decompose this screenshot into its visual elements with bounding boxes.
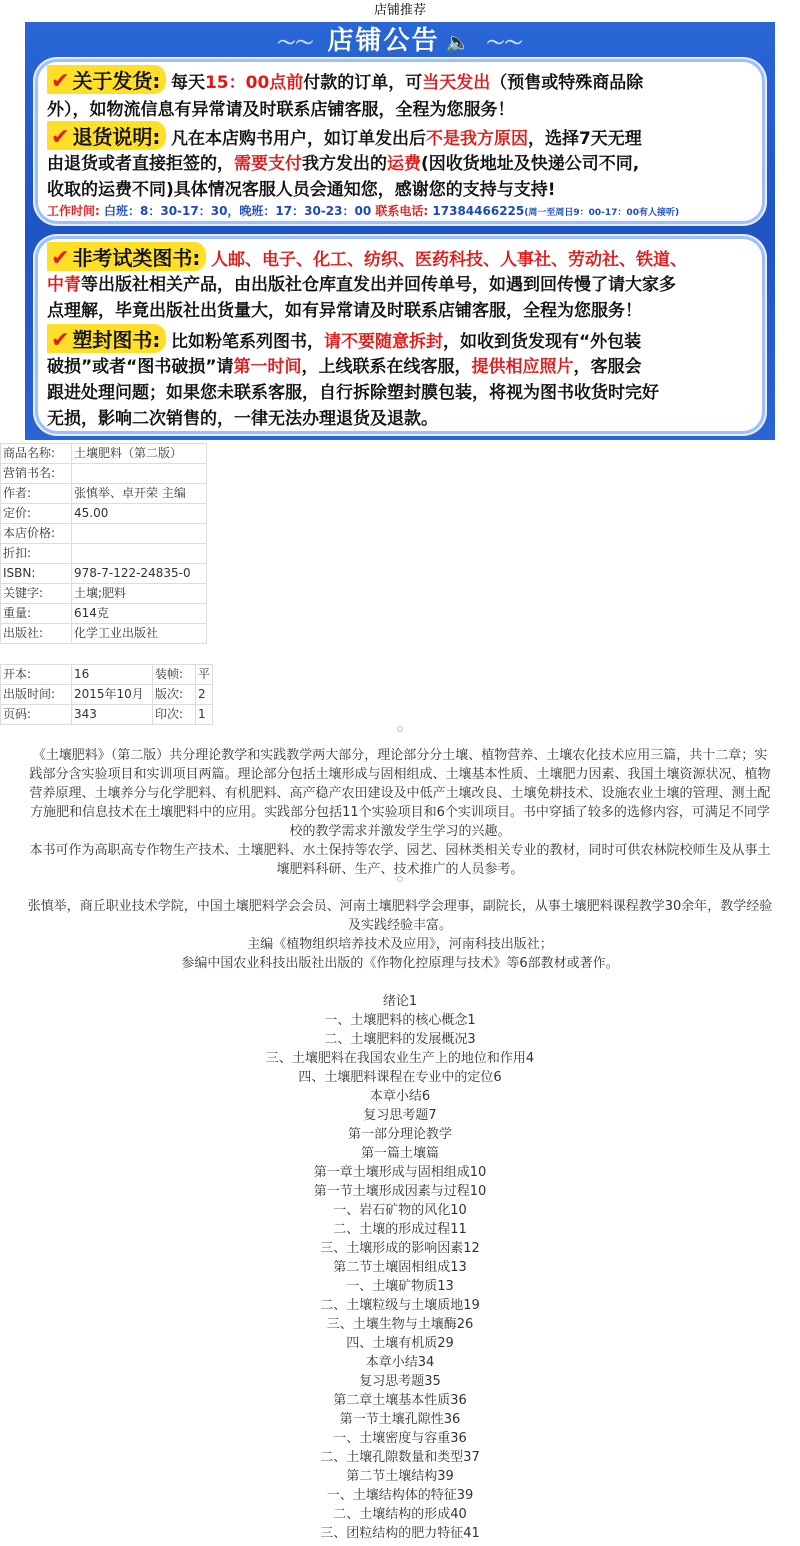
info-key: 关键字: [1, 584, 72, 604]
intro-line: 校的教学需求并激发学生学习的兴趣。 [289, 824, 511, 839]
toc-entry: 一、岩石矿物的风化10 [333, 1203, 467, 1218]
nonexam-line-2: 中青等出版社相关产品，由出版社仓库直发出并回传单号，如遇到回传慢了请大家多 [47, 275, 676, 295]
info-row [1, 624, 207, 644]
speaker-icon: 🔈 [445, 30, 473, 54]
intro-line: 方施肥和信息技术在土壤肥料中的应用。实践部分包括11个实验项目和6个实训项目。书中穿插了较多的选修内容，可满足不同学 [30, 805, 770, 820]
spec-value: 1 [196, 705, 213, 725]
info-key: ISBN: [1, 564, 72, 584]
toc-entry: 二、土壤的形成过程11 [333, 1222, 467, 1237]
returns-line-1: ✔ 退货说明: 凡在本店购书用户，如订单发出后不是我方原因，选择7天无理 [47, 121, 755, 150]
toc-entry: 绪论1 [382, 994, 418, 1009]
author-line: 张慎举，商丘职业技术学院，中国土壤肥料学会会员、河南土壤肥料学会理事，副院长，从事土壤肥料课程教学30余年，教学经验 [27, 899, 773, 914]
sealed-line-2: 破损”或者“图书破损”请第一时间，上线联系在线客服，提供相应照片，客服会 [47, 357, 642, 377]
author-line: 主编《植物组织培养技术及应用》，河南科技出版社； [247, 937, 553, 952]
toc-entry: 二、土壤粒级与土壤质地19 [320, 1298, 480, 1313]
book-introduction [0, 746, 800, 879]
info-row [1, 544, 207, 564]
check-icon: ✔ [51, 328, 70, 353]
wave-decoration-icon: 〜〜 [277, 33, 314, 54]
intro-line: 营养原理、土壤养分与化学肥料、有机肥料、高产稳产农田建设及中低产土壤改良、土壤免耕技术、设施农业土壤的管理、测土配 [29, 786, 771, 801]
info-value: 土壤;肥料 [72, 584, 207, 604]
toc-entry: 第二节土壤结构39 [346, 1469, 454, 1484]
intro-line: 践部分含实验项目和实训项目两篇。理论部分包括土壤形成与固相组成、土壤基本性质、土壤肥力因素、我国土壤资源状况、植物 [29, 767, 771, 782]
info-value: 614克 [72, 604, 207, 624]
sealed-tag: ✔ 塑封图书: [47, 324, 166, 353]
check-icon: ✔ [51, 125, 70, 150]
toc-entry: 第一节土壤形成因素与过程10 [313, 1184, 487, 1199]
product-info-table [0, 443, 207, 644]
info-value: 张慎举、卓开荣 主编 [72, 484, 207, 504]
info-key: 作者: [1, 484, 72, 504]
info-key: 营销书名: [1, 464, 72, 484]
image-placeholder-icon [397, 876, 403, 882]
toc-entry: 四、土壤肥料课程在专业中的定位6 [298, 1070, 502, 1085]
toc-entry: 一、土壤密度与容重36 [333, 1431, 467, 1446]
image-placeholder-icon [397, 726, 403, 732]
shipping-line-1: ✔ 关于发货: 每天15：00点前付款的订单，可当天发出（预售或特殊商品除 [47, 65, 755, 94]
toc-entry: 复习思考题35 [359, 1374, 441, 1389]
toc-entry: 第一章土壤形成与固相组成10 [313, 1165, 487, 1180]
info-row [1, 444, 207, 464]
info-value [72, 524, 207, 544]
author-line: 及实践经验丰富。 [347, 918, 452, 933]
check-icon: ✔ [51, 246, 70, 271]
spec-key: 开本: [1, 665, 72, 685]
store-announcement-banner [25, 22, 775, 440]
info-key: 出版社: [1, 624, 72, 644]
toc-entry: 四、土壤有机质29 [346, 1336, 454, 1351]
spec-row [1, 705, 213, 725]
toc-entry: 本章小结34 [365, 1355, 435, 1370]
toc-entry: 第二节土壤固相组成13 [333, 1260, 467, 1275]
toc-entry: 一、土壤矿物质13 [346, 1279, 454, 1294]
spec-key: 印次: [153, 705, 196, 725]
spec-value: 16 [72, 665, 153, 685]
check-icon: ✔ [51, 69, 70, 94]
toc-entry: 一、土壤结构体的特征39 [326, 1488, 474, 1503]
spec-value: 2015年10月 [72, 685, 153, 705]
spec-key: 出版时间: [1, 685, 72, 705]
info-value [72, 544, 207, 564]
shipping-returns-panel [35, 59, 765, 224]
toc-entry: 三、土壤形成的影响因素12 [320, 1241, 480, 1256]
info-row [1, 504, 207, 524]
info-key: 折扣: [1, 544, 72, 564]
author-introduction [0, 897, 800, 973]
author-line: 参编中国农业科技出版社出版的《作物化控原理与技术》等6部教材或著作。 [181, 956, 619, 971]
product-specs-table [0, 664, 213, 725]
spec-value: 343 [72, 705, 153, 725]
spec-row [1, 665, 213, 685]
nonexam-line-1: ✔ 非考试类图书: 人邮、电子、化工、纺织、医药科技、人事社、劳动社、铁道、 [47, 242, 755, 271]
page-title: 店铺推荐 [373, 3, 426, 18]
work-hours-line: 工作时间: 白班：8：30-17：30，晚班：17：30-23：00 联系电话: 17384466225(周一至周日9：00-17：00有人接听) [47, 204, 680, 218]
info-row [1, 604, 207, 624]
spec-value: 平 [196, 665, 213, 685]
toc-entry: 三、团粒结构的肥力特征41 [320, 1526, 480, 1541]
toc-entry: 一、土壤肥料的核心概念1 [324, 1013, 476, 1028]
toc-entry: 二、土壤肥料的发展概况3 [324, 1032, 476, 1047]
shipping-line-2: 外），如物流信息有异常请及时联系店铺客服，全程为您服务！ [47, 100, 515, 120]
toc-entry: 第一部分理论教学 [347, 1127, 452, 1142]
sealed-line-3: 跟进处理问题；如果您未联系客服，自行拆除塑封膜包装，将视为图书收货时完好 [47, 383, 659, 403]
toc-entry: 复习思考题7 [363, 1108, 437, 1123]
toc-entry: 二、土壤孔隙数量和类型37 [320, 1450, 480, 1465]
wave-decoration-icon: 〜〜 [486, 33, 523, 54]
banner-heading-text: 店铺公告 [327, 26, 440, 56]
info-value: 978-7-122-24835-0 [72, 564, 207, 584]
toc-entry: 第二章土壤基本性质36 [333, 1393, 467, 1408]
info-row [1, 564, 207, 584]
intro-line: 壤肥料科研、生产、技术推广的人员参考。 [276, 862, 524, 877]
banner-heading [25, 22, 775, 60]
info-key: 商品名称: [1, 444, 72, 464]
info-row [1, 584, 207, 604]
toc-entry: 三、土壤肥料在我国农业生产上的地位和作用4 [265, 1051, 535, 1066]
spec-key: 装帧: [153, 665, 196, 685]
spec-key: 页码: [1, 705, 72, 725]
info-key: 重量: [1, 604, 72, 624]
nonexam-line-3: 点理解，毕竟出版社出货量大，如有异常请及时联系店铺客服，全程为您服务！ [47, 301, 642, 321]
sealed-line-1: ✔ 塑封图书: 比如粉笔系列图书，请不要随意拆封，如收到货发现有“外包装 [47, 324, 755, 353]
info-key: 定价: [1, 504, 72, 524]
shipping-tag: ✔ 关于发货: [47, 65, 166, 94]
info-value: 土壤肥料（第二版） [72, 444, 207, 464]
info-row [1, 524, 207, 544]
returns-tag: ✔ 退货说明: [47, 121, 166, 150]
info-value: 45.00 [72, 504, 207, 524]
spec-key: 版次: [153, 685, 196, 705]
nonexam-tag: ✔ 非考试类图书: [47, 242, 206, 271]
returns-line-2: 由退货或者直接拒签的，需要支付我方发出的运费(因收货地址及快递公司不同, [47, 154, 640, 174]
toc-entry: 第一篇土壤篇 [360, 1146, 439, 1161]
table-of-contents [0, 992, 800, 1543]
intro-line: 本书可作为高职高专作物生产技术、土壤肥料、水土保持等农学、园艺、园林类相关专业的教材，同时可供农林院校师生及从事土 [29, 843, 771, 858]
toc-entry: 二、土壤结构的形成40 [333, 1507, 467, 1522]
spec-row [1, 685, 213, 705]
toc-entry: 本章小结6 [369, 1089, 431, 1104]
toc-entry: 第一节土壤孔隙性36 [339, 1412, 461, 1427]
info-value [72, 464, 207, 484]
info-row [1, 464, 207, 484]
returns-line-3: 收取的运费不同)具体情况客服人员会通知您，感谢您的支持与支持! [47, 180, 556, 200]
info-key: 本店价格: [1, 524, 72, 544]
sealed-line-4: 无损，影响二次销售的，一律无法办理退货及退款。 [47, 409, 438, 429]
nonexam-sealed-panel [35, 236, 765, 434]
info-value: 化学工业出版社 [72, 624, 207, 644]
intro-line: 《土壤肥料》（第二版）共分理论教学和实践教学两大部分，理论部分分土壤、植物营养、土壤农化技术应用三篇，共十二章；实 [32, 748, 768, 763]
spec-value: 2 [196, 685, 213, 705]
info-row [1, 484, 207, 504]
toc-entry: 三、土壤生物与土壤酶26 [326, 1317, 474, 1332]
